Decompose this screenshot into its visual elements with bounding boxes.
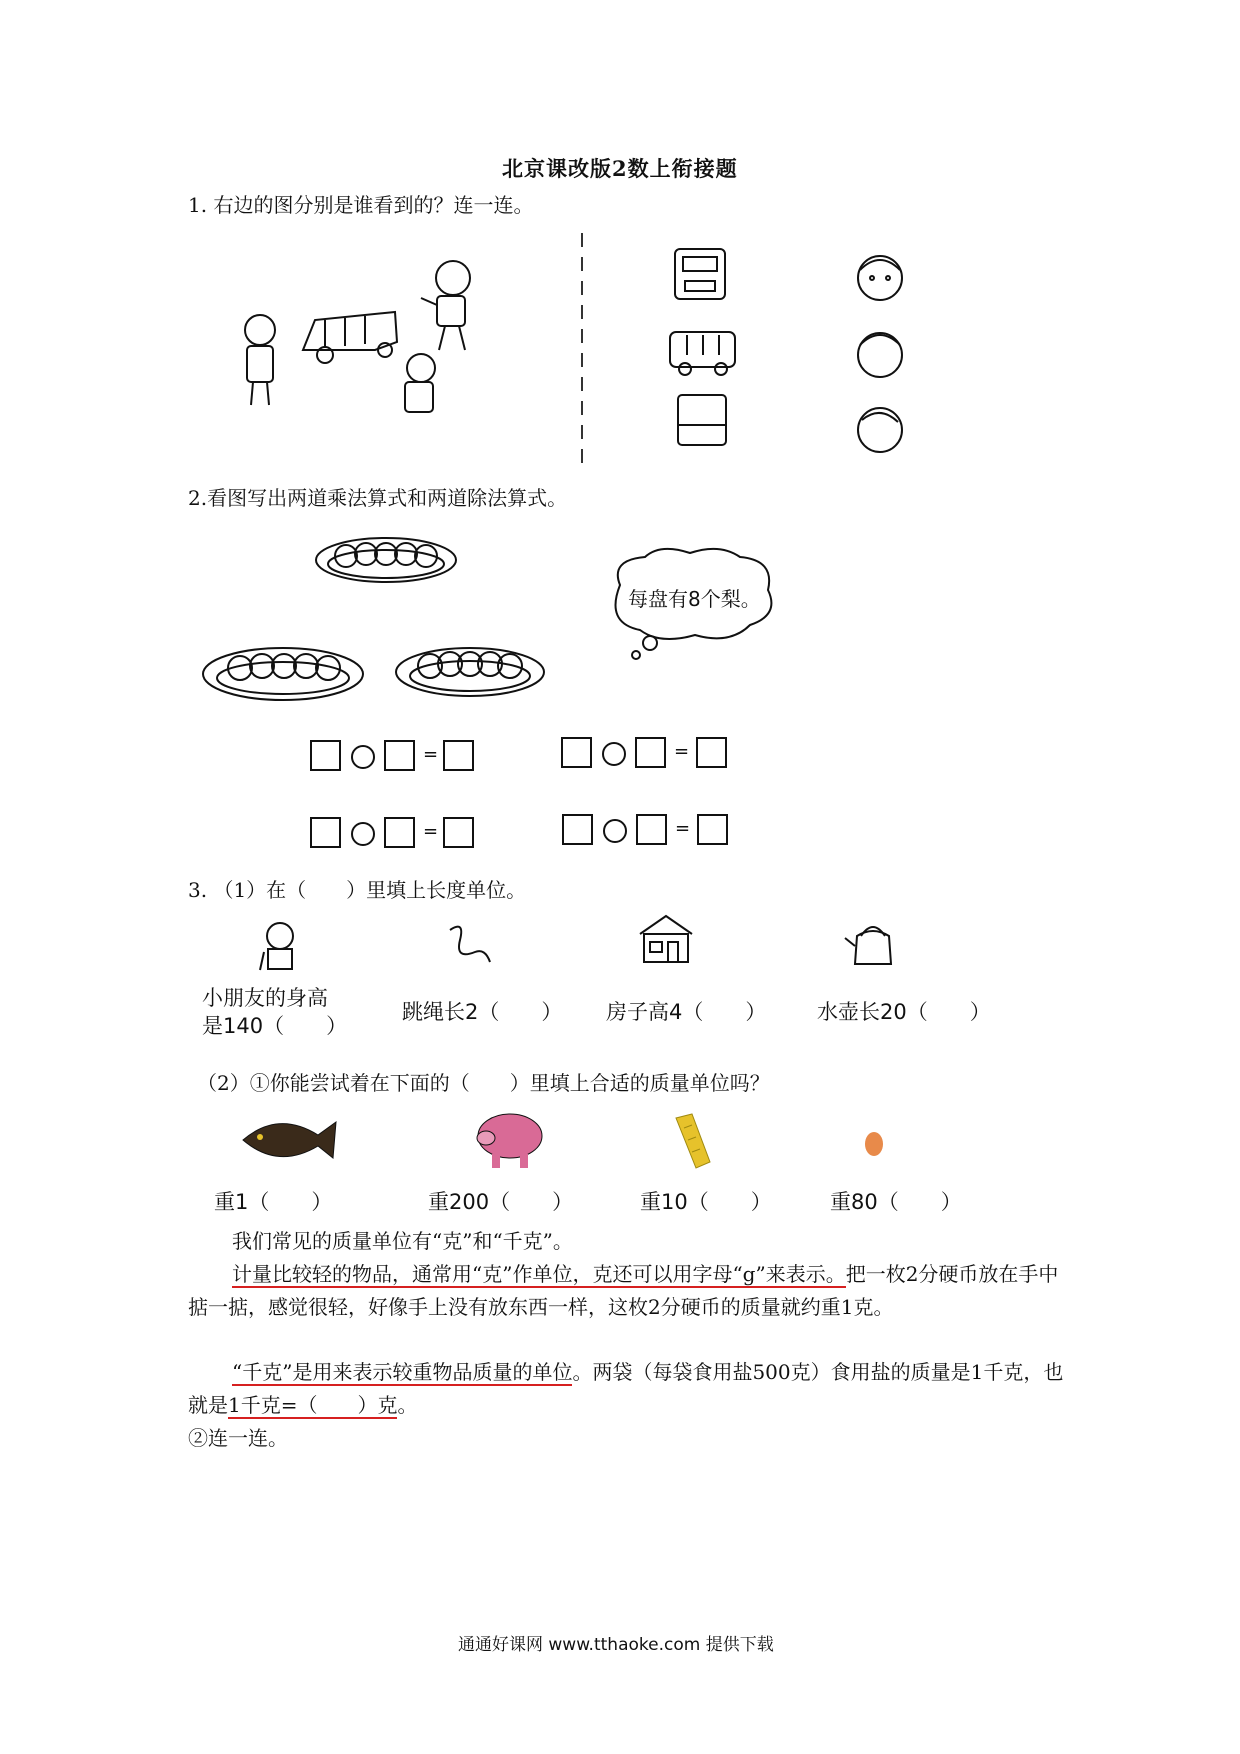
equals-sign: = <box>675 818 691 839</box>
question-3-part-2-text: （2）①你能尝试着在下面的（ ）里填上合适的质量单位吗？ <box>197 1071 770 1095</box>
operator-circle[interactable] <box>351 745 375 769</box>
equation-blank-3 <box>310 817 485 852</box>
sentence-end: 。 <box>397 1393 418 1417</box>
egg-icon <box>863 1130 885 1158</box>
answer-box[interactable] <box>697 814 728 845</box>
gram-coin-example: 把一枚2分硬币放在手中掂一掂，感觉很轻，好像手上没有放东西一样，这枚2分硬币的质量就约重1克。 <box>188 1262 1059 1319</box>
mass-item-1: 重1（ ） <box>214 1190 333 1214</box>
footer-credit: 通通好课网 www.tthaoke.com 提供下载 <box>458 1635 774 1655</box>
underlined-kilogram-definition: “千克”是用来表示较重物品质量的单位 <box>232 1360 573 1384</box>
scene-children-car-illustration <box>225 250 515 420</box>
equation-blank-2 <box>561 737 736 772</box>
child-heads-column <box>850 250 910 460</box>
underlined-gram-definition: 计量比较轻的物品，通常用“克”作单位，克还可以用字母“g”来表示。 <box>232 1262 846 1286</box>
answer-box[interactable] <box>384 740 415 771</box>
kilogram-salt-example: 。两袋（每袋食用盐500克）食用盐的质量是1千克，也就是 <box>188 1360 1064 1417</box>
house-icon <box>636 912 696 964</box>
paragraph-kilogram <box>188 1356 1068 1422</box>
answer-box[interactable] <box>636 814 667 845</box>
question-2-text: 2.看图写出两道乘法算式和两道除法算式。 <box>188 486 568 510</box>
length-item-1-line-1: 小朋友的身高 <box>202 986 328 1010</box>
thought-bubble-text: 每盘有8个梨。 <box>628 587 761 611</box>
page-title: 北京课改版2数上衔接题 <box>502 156 738 181</box>
car-views-column <box>665 247 745 457</box>
operator-circle[interactable] <box>602 742 626 766</box>
paragraph-mass-units: 我们常见的质量单位有“克”和“千克”。 <box>232 1229 573 1253</box>
mass-item-2: 重200（ ） <box>428 1190 574 1214</box>
equals-sign: = <box>423 744 439 765</box>
question-1-text: 1. 右边的图分别是谁看到的？连一连。 <box>188 193 534 217</box>
connect-prompt: ②连一连。 <box>188 1426 288 1450</box>
equals-sign: = <box>674 741 690 762</box>
length-item-1-line-2: 是140（ ） <box>202 1014 348 1038</box>
operator-circle[interactable] <box>603 819 627 843</box>
operator-circle[interactable] <box>351 822 375 846</box>
underlined-kilogram-equation: 1千克=（ ）克 <box>228 1393 398 1417</box>
jump-rope-icon <box>440 920 500 970</box>
answer-box[interactable] <box>561 737 592 768</box>
equation-blank-1 <box>310 740 485 775</box>
answer-box[interactable] <box>384 817 415 848</box>
answer-box[interactable] <box>696 737 727 768</box>
pig-icon <box>470 1106 546 1170</box>
length-item-3: 房子高4（ ） <box>606 1000 767 1024</box>
kettle-icon <box>843 918 903 970</box>
answer-box[interactable] <box>310 817 341 848</box>
child-icon <box>250 918 310 973</box>
dashed-divider <box>579 233 585 463</box>
mass-item-3: 重10（ ） <box>640 1190 772 1214</box>
mass-item-4: 重80（ ） <box>830 1190 962 1214</box>
length-item-4: 水壶长20（ ） <box>817 1000 991 1024</box>
ruler-icon <box>670 1112 716 1170</box>
fish-icon <box>238 1110 338 1170</box>
pear-plates-illustration <box>200 520 560 720</box>
answer-box[interactable] <box>562 814 593 845</box>
answer-box[interactable] <box>443 740 474 771</box>
question-3-part-1-text: 3. （1）在（ ）里填上长度单位。 <box>188 878 527 902</box>
paragraph-gram <box>188 1258 1068 1324</box>
length-item-2: 跳绳长2（ ） <box>402 1000 563 1024</box>
answer-box[interactable] <box>310 740 341 771</box>
answer-box[interactable] <box>635 737 666 768</box>
equation-blank-4 <box>562 814 737 849</box>
equals-sign: = <box>423 821 439 842</box>
answer-box[interactable] <box>443 817 474 848</box>
